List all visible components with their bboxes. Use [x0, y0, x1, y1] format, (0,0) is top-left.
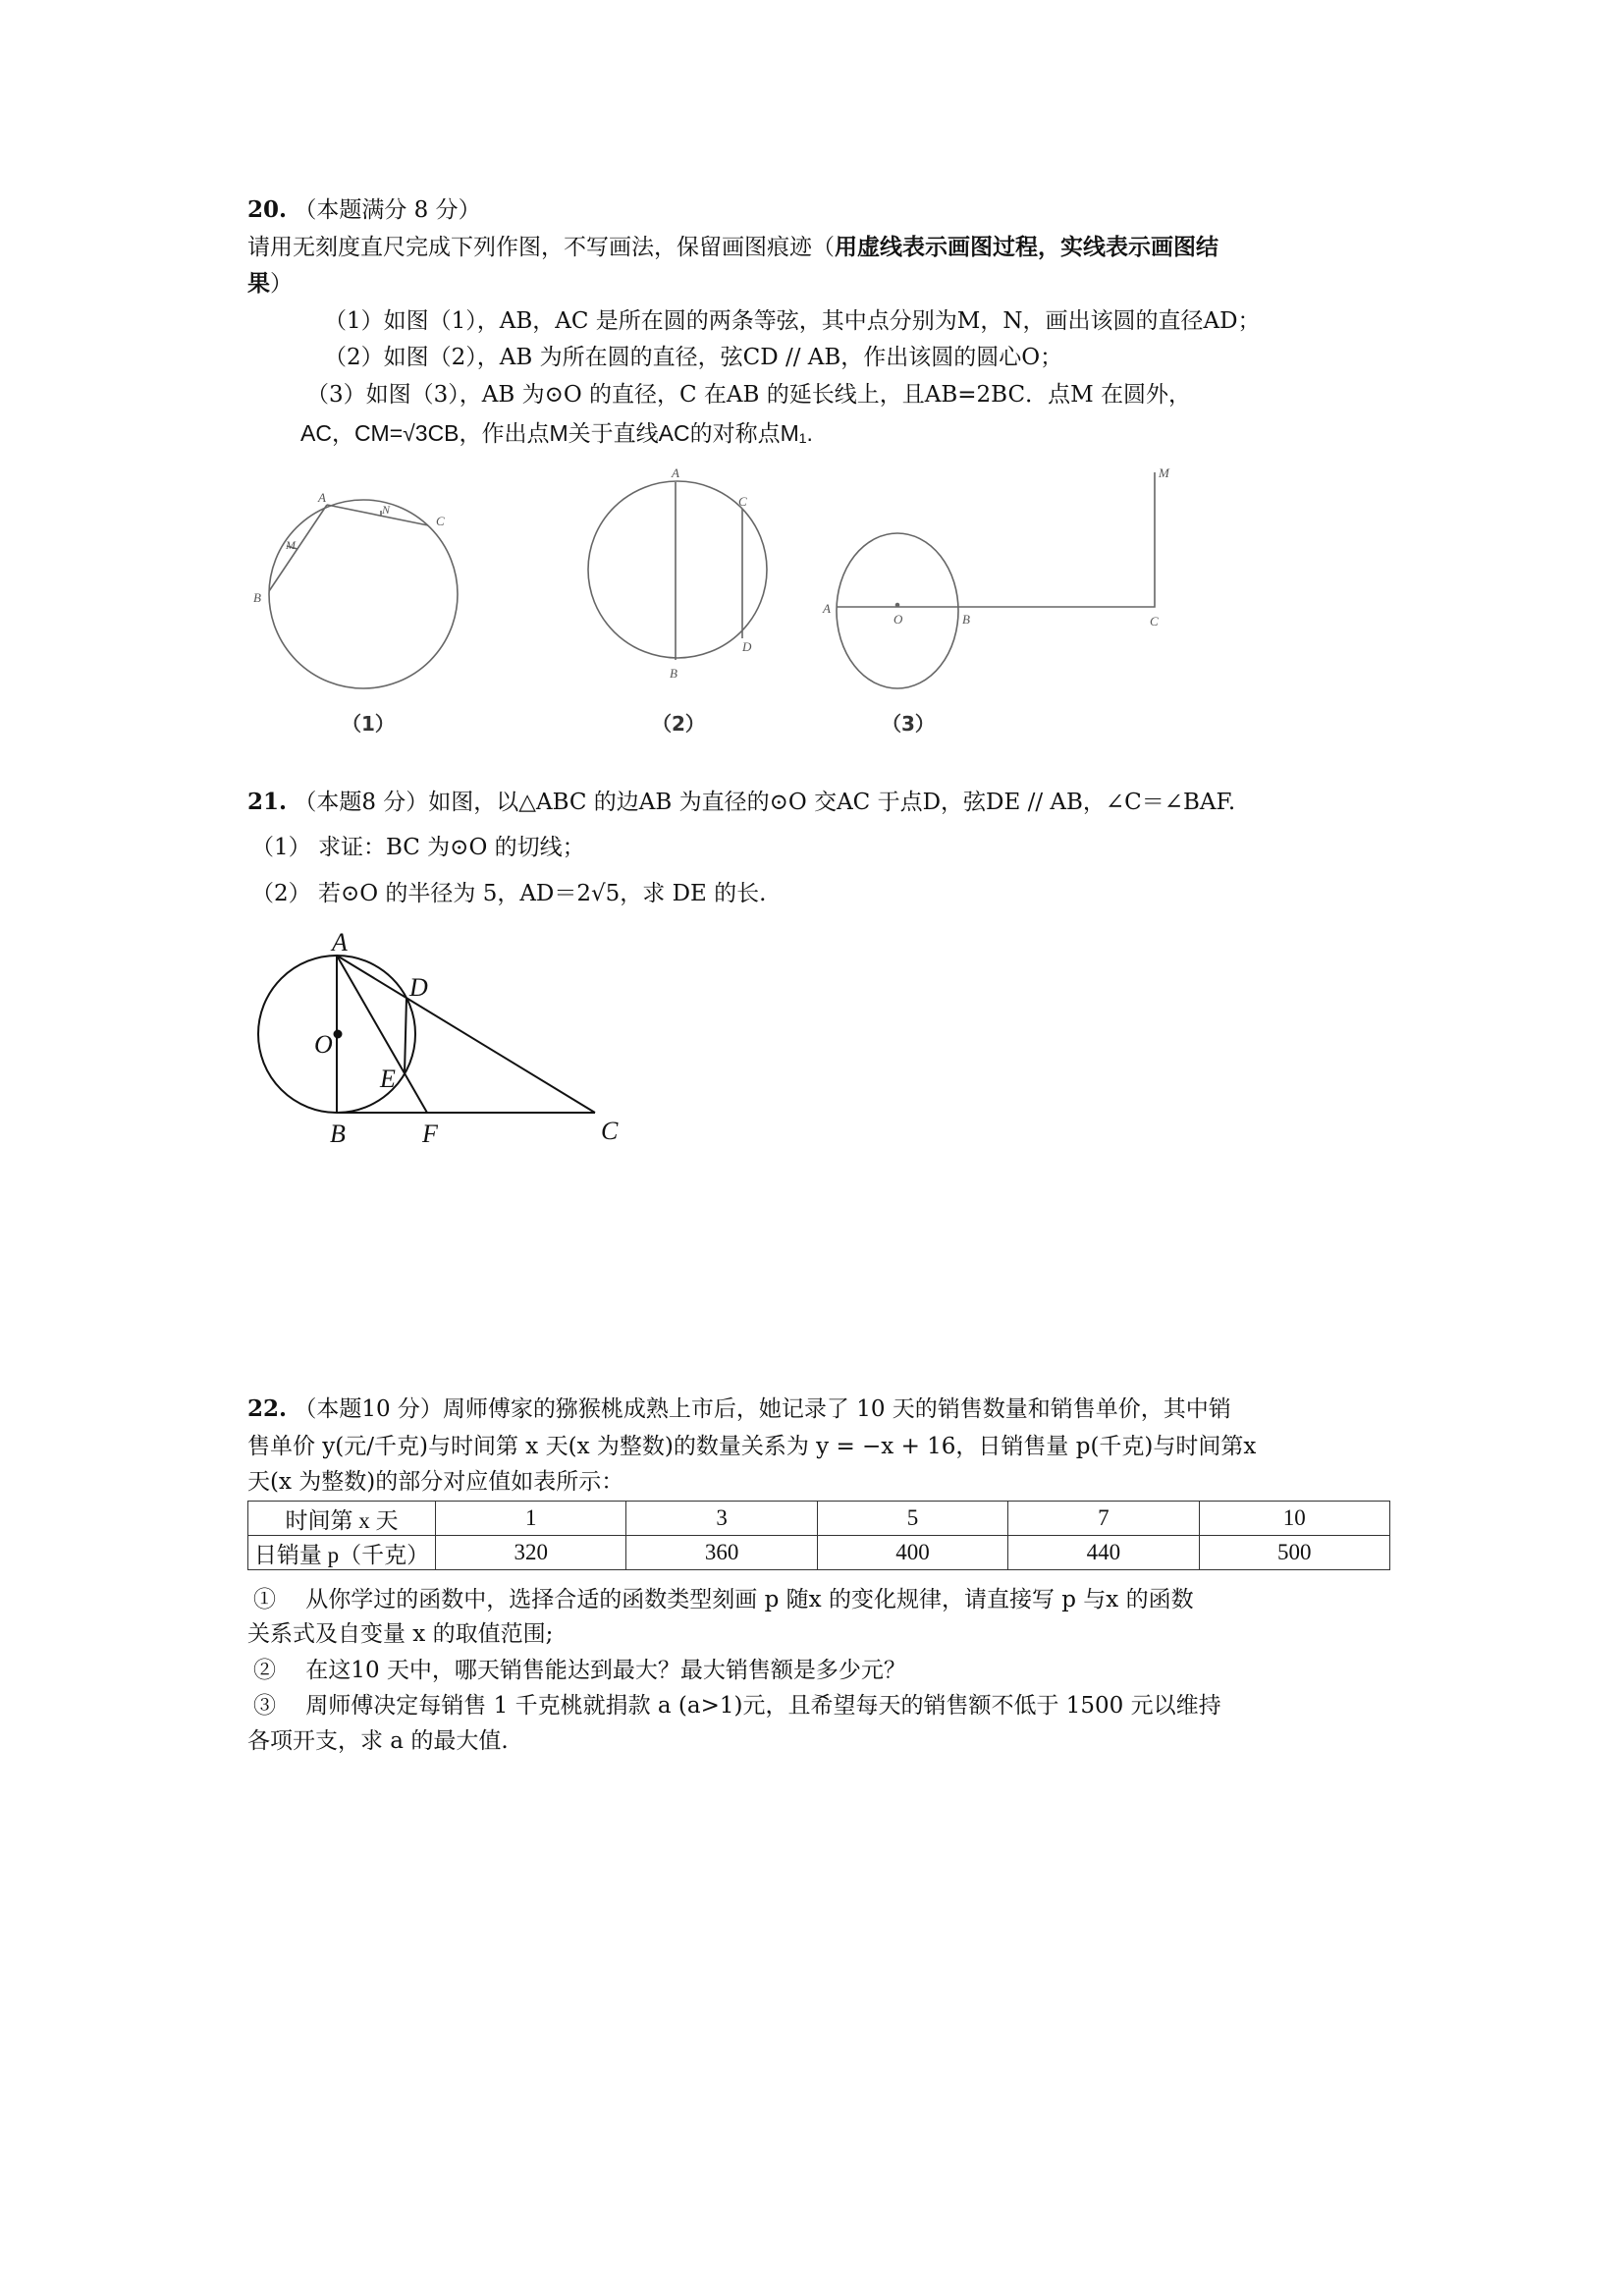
- fig3-center-o: [896, 604, 899, 607]
- q22-header: [247, 1393, 1231, 1426]
- q22-part-1-cont: 关系式及自变量 x 的取值范围;: [247, 1621, 554, 1647]
- cell-p-3: 400: [817, 1536, 1007, 1570]
- cell-x-1: 1: [436, 1502, 626, 1536]
- q21-label-o: O: [314, 1030, 333, 1059]
- q21-label-c: C: [601, 1117, 619, 1145]
- q21-header: [247, 786, 1235, 819]
- q20-instruction-bold-2: 果: [247, 270, 270, 297]
- q20-figure-3: [837, 472, 1155, 688]
- cell-p-2: 360: [626, 1536, 817, 1570]
- q21-label-f: F: [422, 1120, 438, 1148]
- fig1-chord-ac: [327, 505, 428, 525]
- q22-stem-line-3: 天(x 为整数)的部分对应值如表所示：: [247, 1469, 624, 1495]
- q20-score: （本题满分 8 分）: [294, 197, 481, 223]
- q22-part-1: ① 从你学过的函数中，选择合适的函数类型刻画 p 随x 的变化规律，请直接写 p 与x 的函数: [253, 1587, 1194, 1612]
- fig2-caption: （2）: [652, 712, 705, 736]
- fig1-label-n: N: [382, 503, 391, 517]
- fig1-label-b: B: [253, 590, 261, 605]
- q20-instruction-plain: 请用无刻度直尺完成下列作图，不写画法，保留画图痕迹（: [247, 235, 835, 260]
- table-row: [248, 1502, 1390, 1536]
- q21-stem: （本题8 分）如图，以△ABC 的边AB 为直径的⊙O 交AC 于点D，弦DE // AB，∠C＝∠BAF.: [294, 790, 1236, 815]
- fig2-label-c: C: [738, 494, 747, 509]
- fig3-label-o: O: [893, 612, 903, 627]
- q20-part-2: （2）如图（2），AB 为所在圆的直径，弦CD // AB，作出该圆的圆心O；: [324, 345, 1063, 370]
- fig1-chord-ab: [269, 505, 327, 591]
- q21-chord-de: [405, 998, 406, 1073]
- cell-x-2: 3: [626, 1502, 817, 1536]
- fig3-circle: [837, 533, 958, 688]
- row-header-x: 时间第 x 天: [248, 1502, 436, 1536]
- cell-x-3: 5: [817, 1502, 1007, 1536]
- fig1-label-a: A: [318, 490, 326, 505]
- fig3-caption: （3）: [882, 712, 935, 736]
- q20-number: 20.: [247, 196, 288, 223]
- fig2-label-b: B: [670, 666, 677, 681]
- q20-instruction-bold: 用虚线表示画图过程，实线表示画图结: [835, 234, 1218, 260]
- fig2-label-d: D: [742, 639, 752, 654]
- q22-stem-line-1: （本题10 分）周师傅家的猕猴桃成熟上市后，她记录了 10 天的销售数量和销售单价，其中销: [294, 1396, 1231, 1422]
- q21-label-d: D: [409, 973, 428, 1002]
- q20-part-3-cont: AC，CM=√3CB，作出点M关于直线AC的对称点M₁.: [300, 420, 813, 446]
- q22-table: [247, 1501, 1390, 1570]
- fig3-label-a: A: [823, 601, 831, 616]
- q20-part-1: （1）如图（1），AB，AC 是所在圆的两条等弦，其中点分别为M，N，画出该圆的直径AD；: [324, 308, 1261, 334]
- q20-instruction-end: ）: [270, 271, 293, 297]
- fig1-label-m: M: [286, 538, 296, 552]
- fig1-label-c: C: [436, 514, 445, 528]
- table-row: [248, 1536, 1390, 1570]
- cell-p-5: 500: [1199, 1536, 1389, 1570]
- q22-stem-line-2: 售单价 y(元/千克)与时间第 x 天(x 为整数)的数量关系为 y = −x + 16，日销售量 p(千克)与时间第x: [247, 1434, 1257, 1459]
- q22-number: 22.: [247, 1395, 288, 1422]
- fig1-caption: （1）: [342, 712, 395, 736]
- q21-label-a: A: [332, 928, 348, 956]
- q21-number: 21.: [247, 789, 288, 815]
- q20-part-3: （3）如图（3），AB 为⊙O 的直径，C 在AB 的延长线上，且AB=2BC．点M 在圆外，: [306, 382, 1191, 408]
- q21-label-b: B: [330, 1120, 346, 1148]
- fig3-label-m: M: [1159, 465, 1169, 480]
- q21-part-2: （2） 若⊙O 的半径为 5，AD＝2√5，求 DE 的长.: [251, 881, 767, 906]
- q21-part-1: （1） 求证：BC 为⊙O 的切线；: [251, 835, 585, 860]
- fig1-circle: [269, 500, 458, 688]
- q22-part-3: ③ 周师傅决定每销售 1 千克桃就捐款 a (a>1)元，且希望每天的销售额不低于 1500 元以维持: [253, 1693, 1221, 1719]
- fig3-label-b: B: [962, 612, 970, 627]
- fig3-line-ac-cm: [837, 472, 1155, 607]
- cell-p-1: 320: [436, 1536, 626, 1570]
- q21-line-ac: [337, 956, 595, 1113]
- row-header-p: 日销量 p（千克）: [248, 1536, 436, 1570]
- q22-part-3-cont: 各项开支，求 a 的最大值.: [247, 1728, 509, 1754]
- cell-p-4: 440: [1008, 1536, 1199, 1570]
- cell-x-5: 10: [1199, 1502, 1389, 1536]
- fig2-label-a: A: [672, 465, 679, 480]
- q21-label-e: E: [380, 1065, 396, 1093]
- cell-x-4: 7: [1008, 1502, 1199, 1536]
- q21-center-o: [335, 1031, 342, 1038]
- fig3-label-c: C: [1150, 614, 1159, 628]
- q22-part-2: ② 在这10 天中，哪天销售能达到最大？最大销售额是多少元？: [253, 1658, 906, 1683]
- q20-figure-1: [269, 500, 458, 688]
